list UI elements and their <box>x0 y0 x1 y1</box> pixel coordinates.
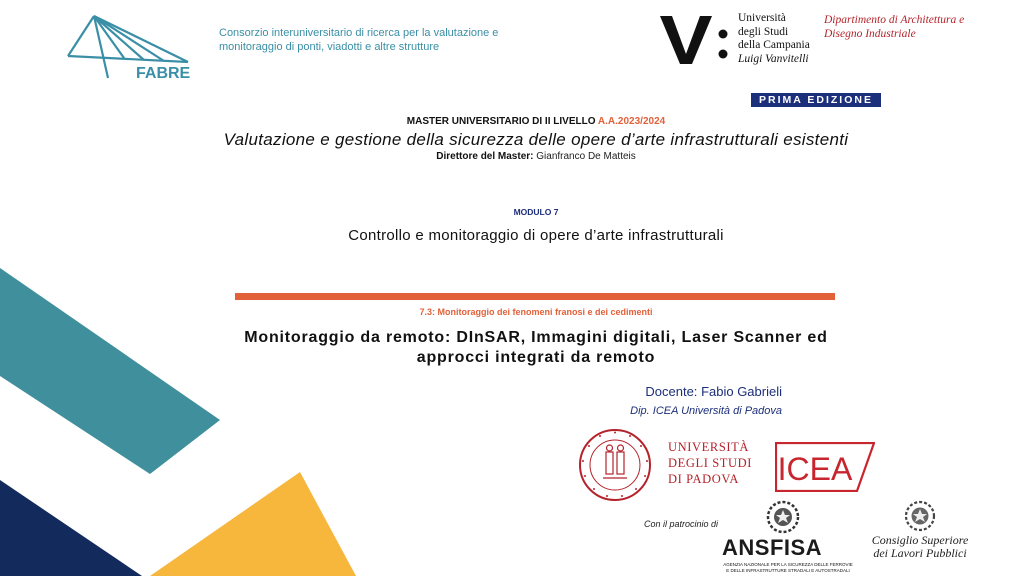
academic-year: A.A.2023/2024 <box>597 116 666 127</box>
lesson-title-line: Monitoraggio da remoto: DInSAR, Immagini digitali, Laser Scanner ed <box>244 329 828 346</box>
master-level <box>0 116 1024 127</box>
teacher <box>560 384 782 399</box>
unipd-name <box>668 439 768 487</box>
unipd-line: DI PADOVA <box>668 472 740 486</box>
vanvitelli-name <box>738 12 822 66</box>
fabre-logo <box>64 14 192 80</box>
icea-logo <box>775 442 875 492</box>
fabre-description: Consorzio interuniversitario di ricerca per la valutazione e monitoraggio di ponti, viadotti e altre strutture <box>219 27 499 53</box>
master-title: Valutazione e gestione della sicurezza delle opere d’arte infrastrutturali esistenti <box>223 130 849 149</box>
ansfisa-logo: ANSFISA <box>722 535 823 560</box>
vanvitelli-line: della Campania <box>738 39 810 51</box>
teacher-name: Fabio Gabrieli <box>701 384 782 399</box>
vanvitelli-logo <box>660 14 730 66</box>
navy-triangle <box>0 480 142 576</box>
vanvitelli-line: Università <box>738 12 786 24</box>
teacher-label: Docente: <box>645 384 698 399</box>
italian-republic-emblem-icon <box>904 500 936 532</box>
ansfisa-subtitle-line: AGENZIA NAZIONALE PER LA SICUREZZA DELLE FERROVIE <box>723 562 853 567</box>
patronage-label: Con il patrocinio di <box>643 519 718 529</box>
teacher-affiliation: Dip. ICEA Università di Padova <box>630 405 782 417</box>
director-label: Direttore del Master: <box>436 151 534 162</box>
department-name: Dipartimento di Architettura e Disegno Industriale <box>824 14 965 40</box>
vanvitelli-line: Luigi Vanvitelli <box>738 52 809 65</box>
icea-logo-text: ICEA <box>777 451 853 487</box>
unipd-line: UNIVERSITÀ <box>668 440 749 454</box>
ansfisa-subtitle-line: E DELLE INFRASTRUTTURE STRADALI E AUTOSTRADALI <box>726 567 850 573</box>
divider-bar <box>235 293 835 300</box>
yellow-triangle <box>150 472 356 576</box>
italian-republic-emblem-icon <box>766 500 800 534</box>
vanvitelli-line: degli Studi <box>738 25 789 38</box>
lesson-subtitle: 7.3: Monitoraggio dei fenomeni franosi e dei cedimenti <box>419 307 653 317</box>
unipd-line: DEGLI STUDI <box>668 456 753 470</box>
edition-badge: PRIMA EDIZIONE <box>751 93 881 107</box>
ansfisa-subtitle <box>722 562 854 573</box>
cslp-line: Consiglio Superiore <box>871 533 969 547</box>
module-title: Controllo e monitoraggio di opere d’arte infrastrutturali <box>348 227 724 244</box>
lesson-title <box>0 328 1024 368</box>
fabre-logo-text: FABRE <box>136 65 191 80</box>
cslp-name <box>864 534 976 560</box>
lesson-title-line: approcci integrati da remoto <box>416 349 656 366</box>
master-level-text: MASTER UNIVERSITARIO DI II LIVELLO <box>406 116 596 127</box>
master-director <box>0 151 1024 162</box>
module-number: MODULO 7 <box>513 207 559 217</box>
teal-stripe <box>0 268 220 474</box>
cslp-line: dei Lavori Pubblici <box>873 546 967 560</box>
unipd-seal-icon <box>578 428 652 502</box>
director-name: Gianfranco De Matteis <box>536 151 636 162</box>
